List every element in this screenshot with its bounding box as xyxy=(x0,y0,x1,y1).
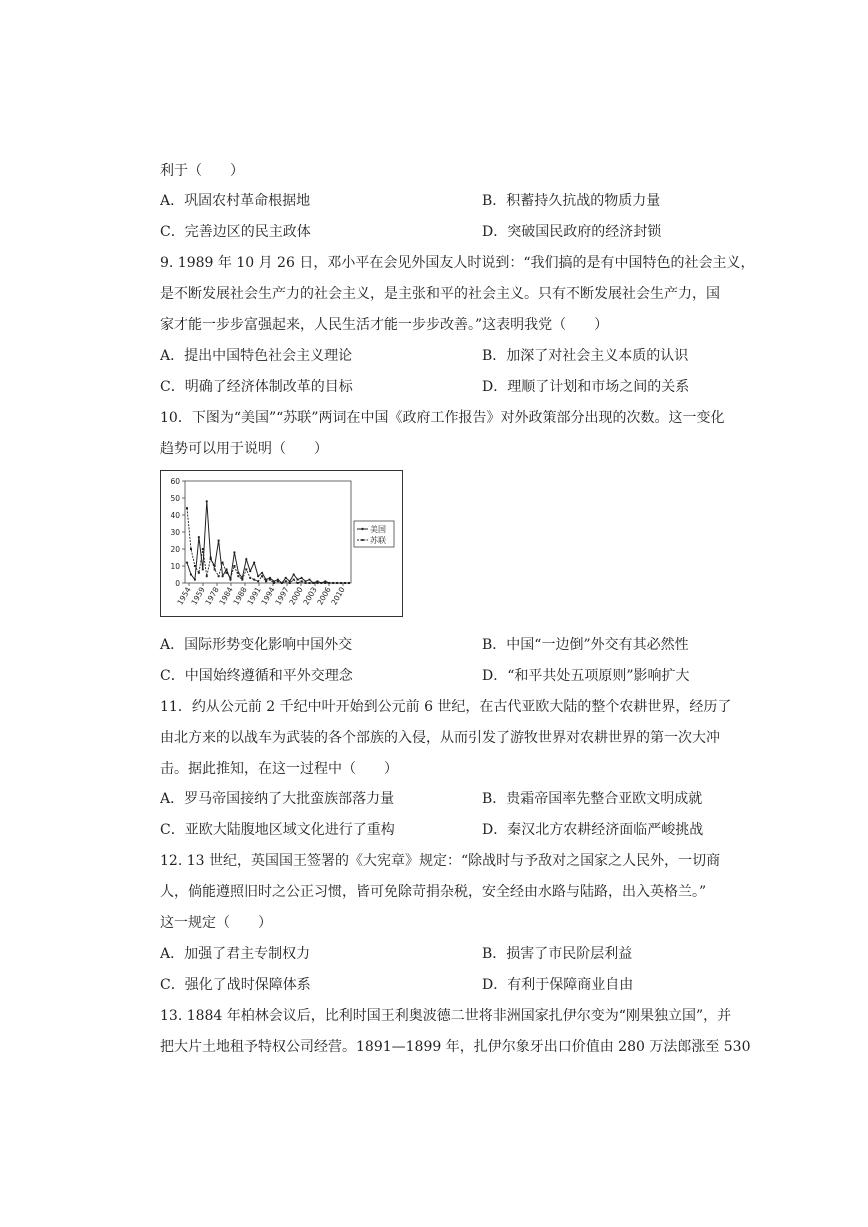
point-usa xyxy=(249,570,251,572)
point-ussr xyxy=(214,568,216,570)
point-usa xyxy=(221,575,223,577)
point-usa xyxy=(190,573,192,575)
q10-line-chart xyxy=(160,470,403,617)
point-ussr xyxy=(210,557,212,559)
point-usa xyxy=(300,577,302,579)
q12-stem-line-2: 人，倘能遵照旧时之公正习惯，皆可免除苛捐杂税，安全经由水路与陆路，出入英格兰。” xyxy=(160,884,707,900)
point-usa xyxy=(214,565,216,567)
q10-option-a: A．国际形势变化影响中国外交 xyxy=(160,637,353,653)
point-usa xyxy=(253,562,255,564)
y-tick-label: 30 xyxy=(170,528,180,537)
x-tick-label: 2000 xyxy=(287,585,305,607)
point-ussr xyxy=(277,580,279,582)
point-ussr xyxy=(218,575,220,577)
q13-stem-line-1: 13. 1884 年柏林会议后，比利时国王利奥波德二世将非洲国家扎伊尔变为“刚果独立国”，并 xyxy=(160,1008,732,1024)
q11-option-b: B．贵霜帝国率先整合亚欧文明成就 xyxy=(482,791,703,807)
q8-option-b: B．积蓄持久抗战的物质力量 xyxy=(482,193,661,209)
point-ussr xyxy=(229,577,231,579)
point-ussr xyxy=(308,582,310,584)
y-tick-label: 50 xyxy=(170,494,180,503)
q9-stem-line-2: 是不断发展社会生产力的社会主义，是主张和平的社会主义。只有不断发展社会生产力，国 xyxy=(160,286,720,302)
q11-stem-line-1: 11．约从公元前 2 千纪中叶开始到公元前 6 世纪，在古代亚欧大陆的整个农耕世界，经历了 xyxy=(160,699,732,715)
y-tick-label: 0 xyxy=(175,579,180,588)
series-line-usa xyxy=(187,501,349,583)
q9-stem-line-1: 9. 1989 年 10 月 26 日，邓小平在会见外国友人时说到：“我们搞的是有中国特色的社会主义， xyxy=(160,255,755,271)
point-ussr xyxy=(261,575,263,577)
point-ussr xyxy=(281,582,283,584)
point-ussr xyxy=(328,582,330,584)
y-tick-label: 10 xyxy=(170,562,180,571)
point-usa xyxy=(285,577,287,579)
point-ussr xyxy=(257,580,259,582)
q10-option-c: C．中国始终遵循和平外交理念 xyxy=(160,668,353,684)
point-ussr xyxy=(320,582,322,584)
point-ussr xyxy=(222,562,224,564)
point-usa xyxy=(198,536,200,538)
series-line-ussr xyxy=(187,508,349,583)
y-tick-label: 20 xyxy=(170,545,180,554)
point-usa xyxy=(202,568,204,570)
point-usa xyxy=(293,573,295,575)
q8-stem-tail: 利于（ ） xyxy=(160,163,244,179)
point-usa xyxy=(245,558,247,560)
q11-option-d: D．秦汉北方农耕经济面临严峻挑战 xyxy=(482,822,704,838)
q9-option-b: B．加深了对社会主义本质的认识 xyxy=(482,348,689,364)
x-tick-label: 2010 xyxy=(329,585,347,607)
q8-option-a: A．巩固农村革命根据地 xyxy=(160,193,311,209)
point-usa xyxy=(194,579,196,581)
point-ussr xyxy=(312,582,314,584)
x-tick-label: 1959 xyxy=(189,585,207,607)
q12-stem-line-3: 这一规定（ ） xyxy=(160,915,272,931)
point-ussr xyxy=(202,548,204,550)
point-usa xyxy=(261,572,263,574)
point-ussr xyxy=(273,582,275,584)
q11-stem-line-3: 击。据此推知，在这一过程中（ ） xyxy=(160,761,398,777)
x-tick-label: 2003 xyxy=(301,585,319,607)
point-ussr xyxy=(297,582,299,584)
q10-stem-line-2: 趋势可以用于说明（ ） xyxy=(160,441,328,457)
x-tick-label: 1997 xyxy=(273,585,291,607)
point-ussr xyxy=(245,568,247,570)
x-tick-label: 2006 xyxy=(315,585,333,607)
q12-option-d: D．有利于保障商业自由 xyxy=(482,977,634,993)
point-usa xyxy=(233,551,235,553)
point-ussr xyxy=(269,579,271,581)
point-ussr xyxy=(301,580,303,582)
point-ussr xyxy=(206,575,208,577)
plot-area xyxy=(185,481,351,583)
q13-stem-line-2: 把大片土地租予特权公司经营。1891—1899 年，扎伊尔象牙出口价值由 280 万法郎涨至 530 xyxy=(160,1039,751,1055)
q9-stem-line-3: 家才能一步步富强起来，人民生活才能一步步改善。”这表明我党（ ） xyxy=(160,317,609,333)
q8-option-d: D．突破国民政府的经济封锁 xyxy=(482,224,662,240)
q12-option-a: A．加强了君主专制权力 xyxy=(160,946,311,962)
legend-marker-usa xyxy=(361,528,363,530)
q11-option-c: C．亚欧大陆腹地区域文化进行了重构 xyxy=(160,822,395,838)
chart-svg xyxy=(161,471,402,616)
legend-label-usa: 美国 xyxy=(370,525,386,534)
q9-option-c: C．明确了经济体制改革的目标 xyxy=(160,379,353,395)
x-tick-label: 1954 xyxy=(175,585,193,607)
point-ussr xyxy=(289,582,291,584)
x-tick-label: 1994 xyxy=(259,585,277,607)
legend-marker-ussr xyxy=(362,539,364,541)
point-ussr xyxy=(265,580,267,582)
q12-option-c: C．强化了战时保障体系 xyxy=(160,977,311,993)
point-ussr xyxy=(305,582,307,584)
point-ussr xyxy=(190,548,192,550)
y-tick-label: 40 xyxy=(170,511,180,520)
q11-option-a: A．罗马帝国接纳了大批蛮族部落力量 xyxy=(160,791,395,807)
point-ussr xyxy=(237,575,239,577)
point-ussr xyxy=(194,565,196,567)
point-ussr xyxy=(348,582,350,584)
point-usa xyxy=(257,575,259,577)
q12-stem-line-1: 12. 13 世纪，英国国王签署的《大宪章》规定：“除战时与予敌对之国家之人民外，一切商 xyxy=(160,853,721,869)
point-ussr xyxy=(226,572,228,574)
point-ussr xyxy=(336,582,338,584)
point-ussr xyxy=(198,572,200,574)
q9-option-d: D．理顺了计划和市场之间的关系 xyxy=(482,379,690,395)
point-ussr xyxy=(332,582,334,584)
q10-option-b: B．中国“一边倒”外交有其必然性 xyxy=(482,637,689,653)
point-ussr xyxy=(344,582,346,584)
y-tick-label: 60 xyxy=(170,477,180,486)
x-tick-label: 1991 xyxy=(245,585,263,607)
point-ussr xyxy=(316,582,318,584)
point-ussr xyxy=(249,577,251,579)
q8-option-c: C．完善边区的民主政体 xyxy=(160,224,311,240)
point-ussr xyxy=(285,580,287,582)
point-ussr xyxy=(293,579,295,581)
q11-stem-line-2: 由北方来的以战车为武装的各个部族的入侵，从而引发了游牧世界对农耕世界的第一次大冲 xyxy=(160,730,720,746)
point-ussr xyxy=(233,565,235,567)
point-ussr xyxy=(186,507,188,509)
point-ussr xyxy=(253,579,255,581)
q10-option-d: D．“和平共处五项原则”影响扩大 xyxy=(482,668,690,684)
x-tick-label: 1988 xyxy=(231,585,249,607)
x-tick-label: 1984 xyxy=(217,585,235,607)
q12-option-b: B．损害了市民阶层利益 xyxy=(482,946,633,962)
point-usa xyxy=(206,500,208,502)
legend-label-ussr: 苏联 xyxy=(370,536,386,545)
point-usa xyxy=(308,579,310,581)
point-usa xyxy=(297,579,299,581)
point-ussr xyxy=(340,582,342,584)
point-ussr xyxy=(324,582,326,584)
q9-option-a: A．提出中国特色社会主义理论 xyxy=(160,348,353,364)
point-ussr xyxy=(241,579,243,581)
x-tick-label: 1978 xyxy=(203,585,221,607)
q10-stem-line-1: 10．下图为“美国”“苏联”两词在中国《政府工作报告》对外政策部分出现的次数。这一变化 xyxy=(160,410,725,426)
point-usa xyxy=(186,562,188,564)
point-usa xyxy=(218,539,220,541)
